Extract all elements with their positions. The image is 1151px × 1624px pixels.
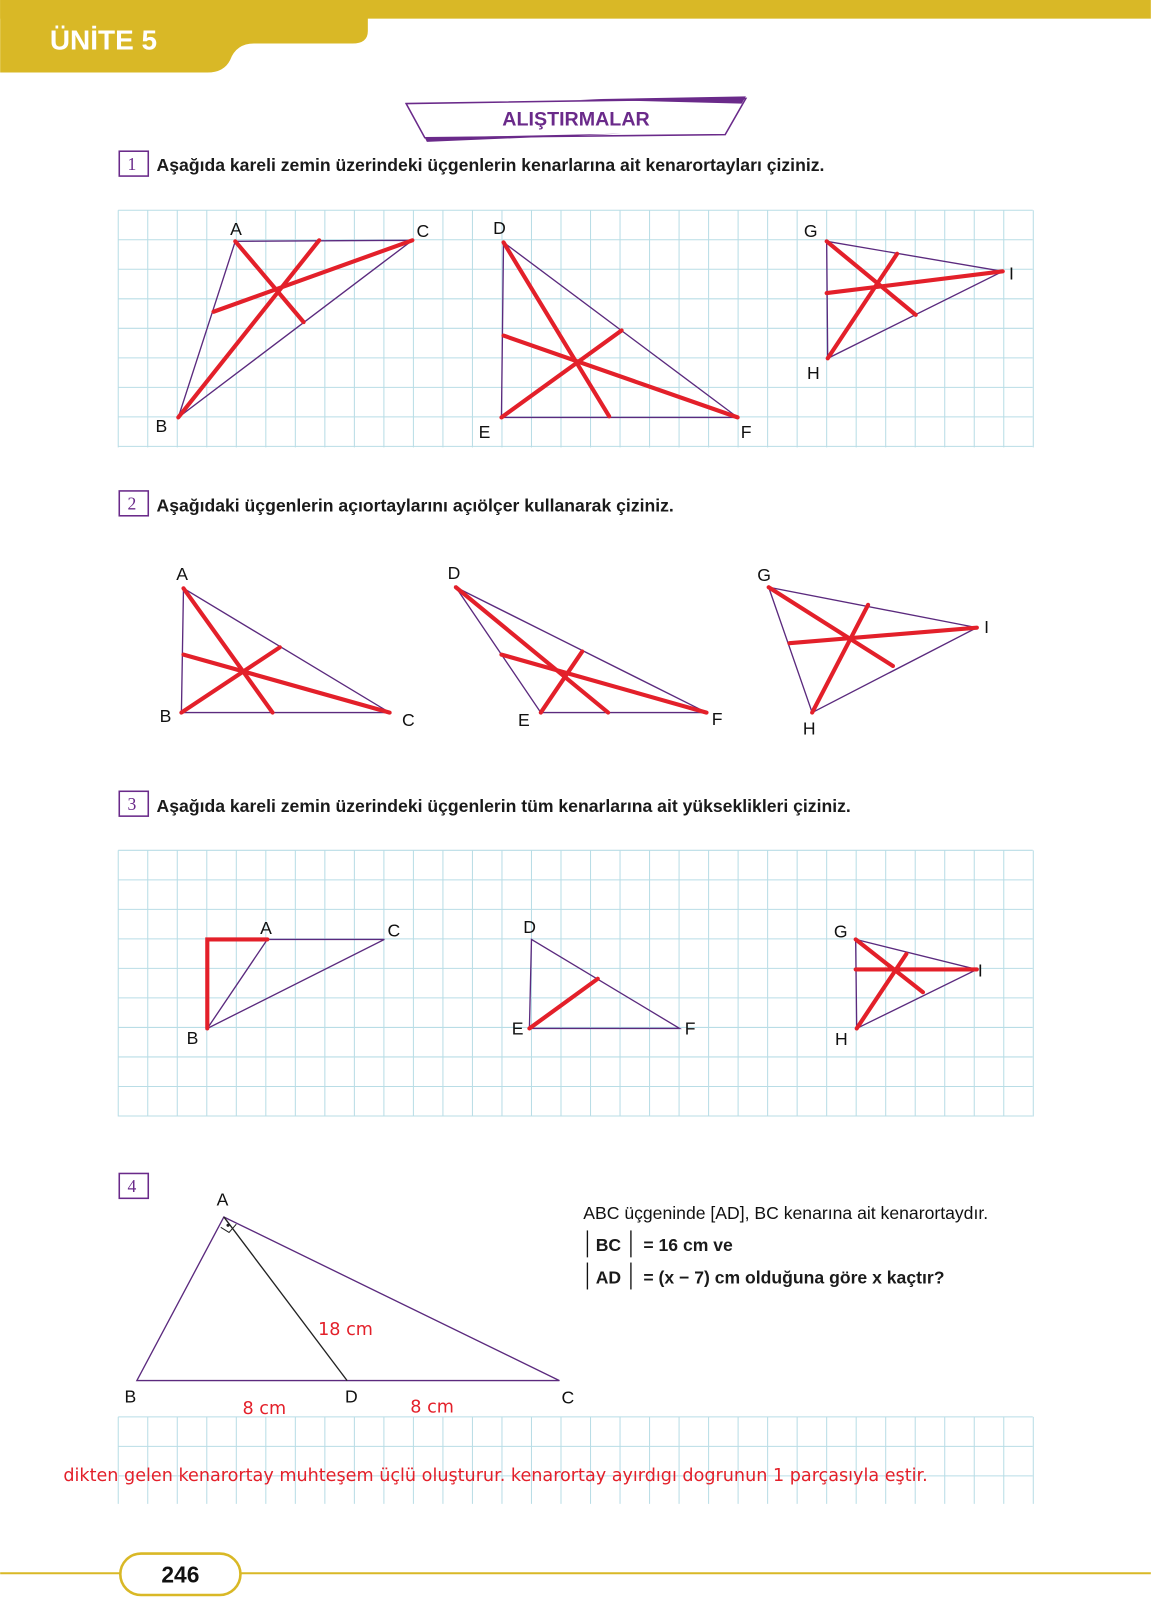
svg-text:I: I: [984, 616, 989, 637]
svg-text:= 16 cm ve: = 16 cm ve: [643, 1235, 733, 1256]
q4-vertex-labels: [124, 1190, 574, 1408]
q3-triangles: [207, 939, 977, 1028]
svg-text:H: H: [802, 718, 816, 739]
q4-given-bc: [587, 1230, 733, 1257]
svg-text:G: G: [833, 921, 848, 942]
svg-text:D: D: [523, 917, 536, 938]
handwritten-answer: dikten gelen kenarortay muhteşem üçlü oluşturur. kenarortay ayırdıgı dogrunun 1 parçasıyla eştir.: [63, 1466, 928, 1487]
svg-text:B: B: [186, 1028, 199, 1048]
svg-text:D: D: [345, 1386, 358, 1407]
annotation-dc-length: 8 cm: [410, 1397, 454, 1418]
q3-number-box: [119, 791, 148, 816]
q4-statement: ABC üçgeninde [AD], BC kenarına ait kenarortaydır.: [583, 1203, 989, 1224]
q2-triangles: [181, 587, 976, 712]
svg-text:I: I: [1008, 263, 1014, 284]
svg-text:E: E: [478, 422, 491, 443]
unit-title: ÜNİTE 5: [49, 24, 158, 56]
section-banner: [406, 96, 746, 142]
svg-text:A: A: [230, 219, 242, 240]
svg-text:E: E: [518, 710, 530, 731]
page-number: 246: [161, 1561, 200, 1588]
svg-text:A: A: [176, 564, 188, 585]
svg-text:A: A: [260, 918, 272, 939]
svg-text:C: C: [402, 710, 415, 731]
svg-text:E: E: [511, 1018, 524, 1039]
svg-text:BC: BC: [595, 1235, 622, 1256]
annotation-bd-length: 8 cm: [242, 1398, 287, 1419]
q4-given-ad: [587, 1263, 944, 1290]
svg-text:F: F: [740, 422, 752, 443]
svg-text:C: C: [561, 1387, 575, 1408]
svg-text:F: F: [711, 709, 723, 730]
svg-text:D: D: [493, 218, 506, 239]
q4-triangle: [137, 1217, 560, 1381]
svg-text:1: 1: [127, 153, 137, 174]
svg-text:G: G: [757, 565, 771, 586]
svg-text:2: 2: [127, 493, 137, 514]
annotation-ad-length: 18 cm: [318, 1320, 373, 1341]
svg-text:H: H: [834, 1029, 848, 1050]
svg-text:C: C: [387, 920, 401, 941]
svg-text:B: B: [155, 415, 168, 436]
svg-text:= (x − 7) cm olduğuna göre x k: = (x − 7) cm olduğuna göre x kaçtır?: [643, 1267, 945, 1288]
page-number-pill: [120, 1554, 240, 1595]
svg-text:B: B: [159, 705, 172, 726]
svg-text:D: D: [447, 562, 461, 583]
svg-text:F: F: [684, 1018, 696, 1039]
svg-text:A: A: [216, 1189, 229, 1210]
svg-text:H: H: [806, 363, 820, 384]
svg-text:C: C: [416, 221, 430, 242]
svg-text:G: G: [803, 221, 818, 242]
q1-instruction: Aşağıda kareli zemin üzerindeki üçgenlerin kenarlarına ait kenarortayları çiziniz.: [156, 154, 825, 175]
svg-text:3: 3: [127, 793, 137, 814]
q1-number-box: [119, 151, 148, 176]
q3-instruction: Aşağıda kareli zemin üzerindeki üçgenlerin tüm kenarlarına ait yükseklikleri çiziniz.: [156, 796, 851, 817]
svg-text:4: 4: [127, 1176, 137, 1197]
grid-q3: [118, 850, 1033, 1116]
svg-text:I: I: [977, 960, 983, 981]
grid-q1: [118, 210, 1033, 447]
svg-text:B: B: [124, 1386, 137, 1407]
q4-number-box: [119, 1173, 148, 1198]
q2-instruction: Aşağıdaki üçgenlerin açıortaylarını açıölçer kullanarak çiziniz.: [156, 495, 674, 516]
section-title: ALIŞTIRMALAR: [502, 108, 650, 131]
q2-number-box: [119, 491, 148, 516]
svg-text:AD: AD: [595, 1267, 622, 1288]
q3-vertex-labels: [187, 917, 983, 1049]
grid-q4-answer: [118, 1417, 1033, 1504]
